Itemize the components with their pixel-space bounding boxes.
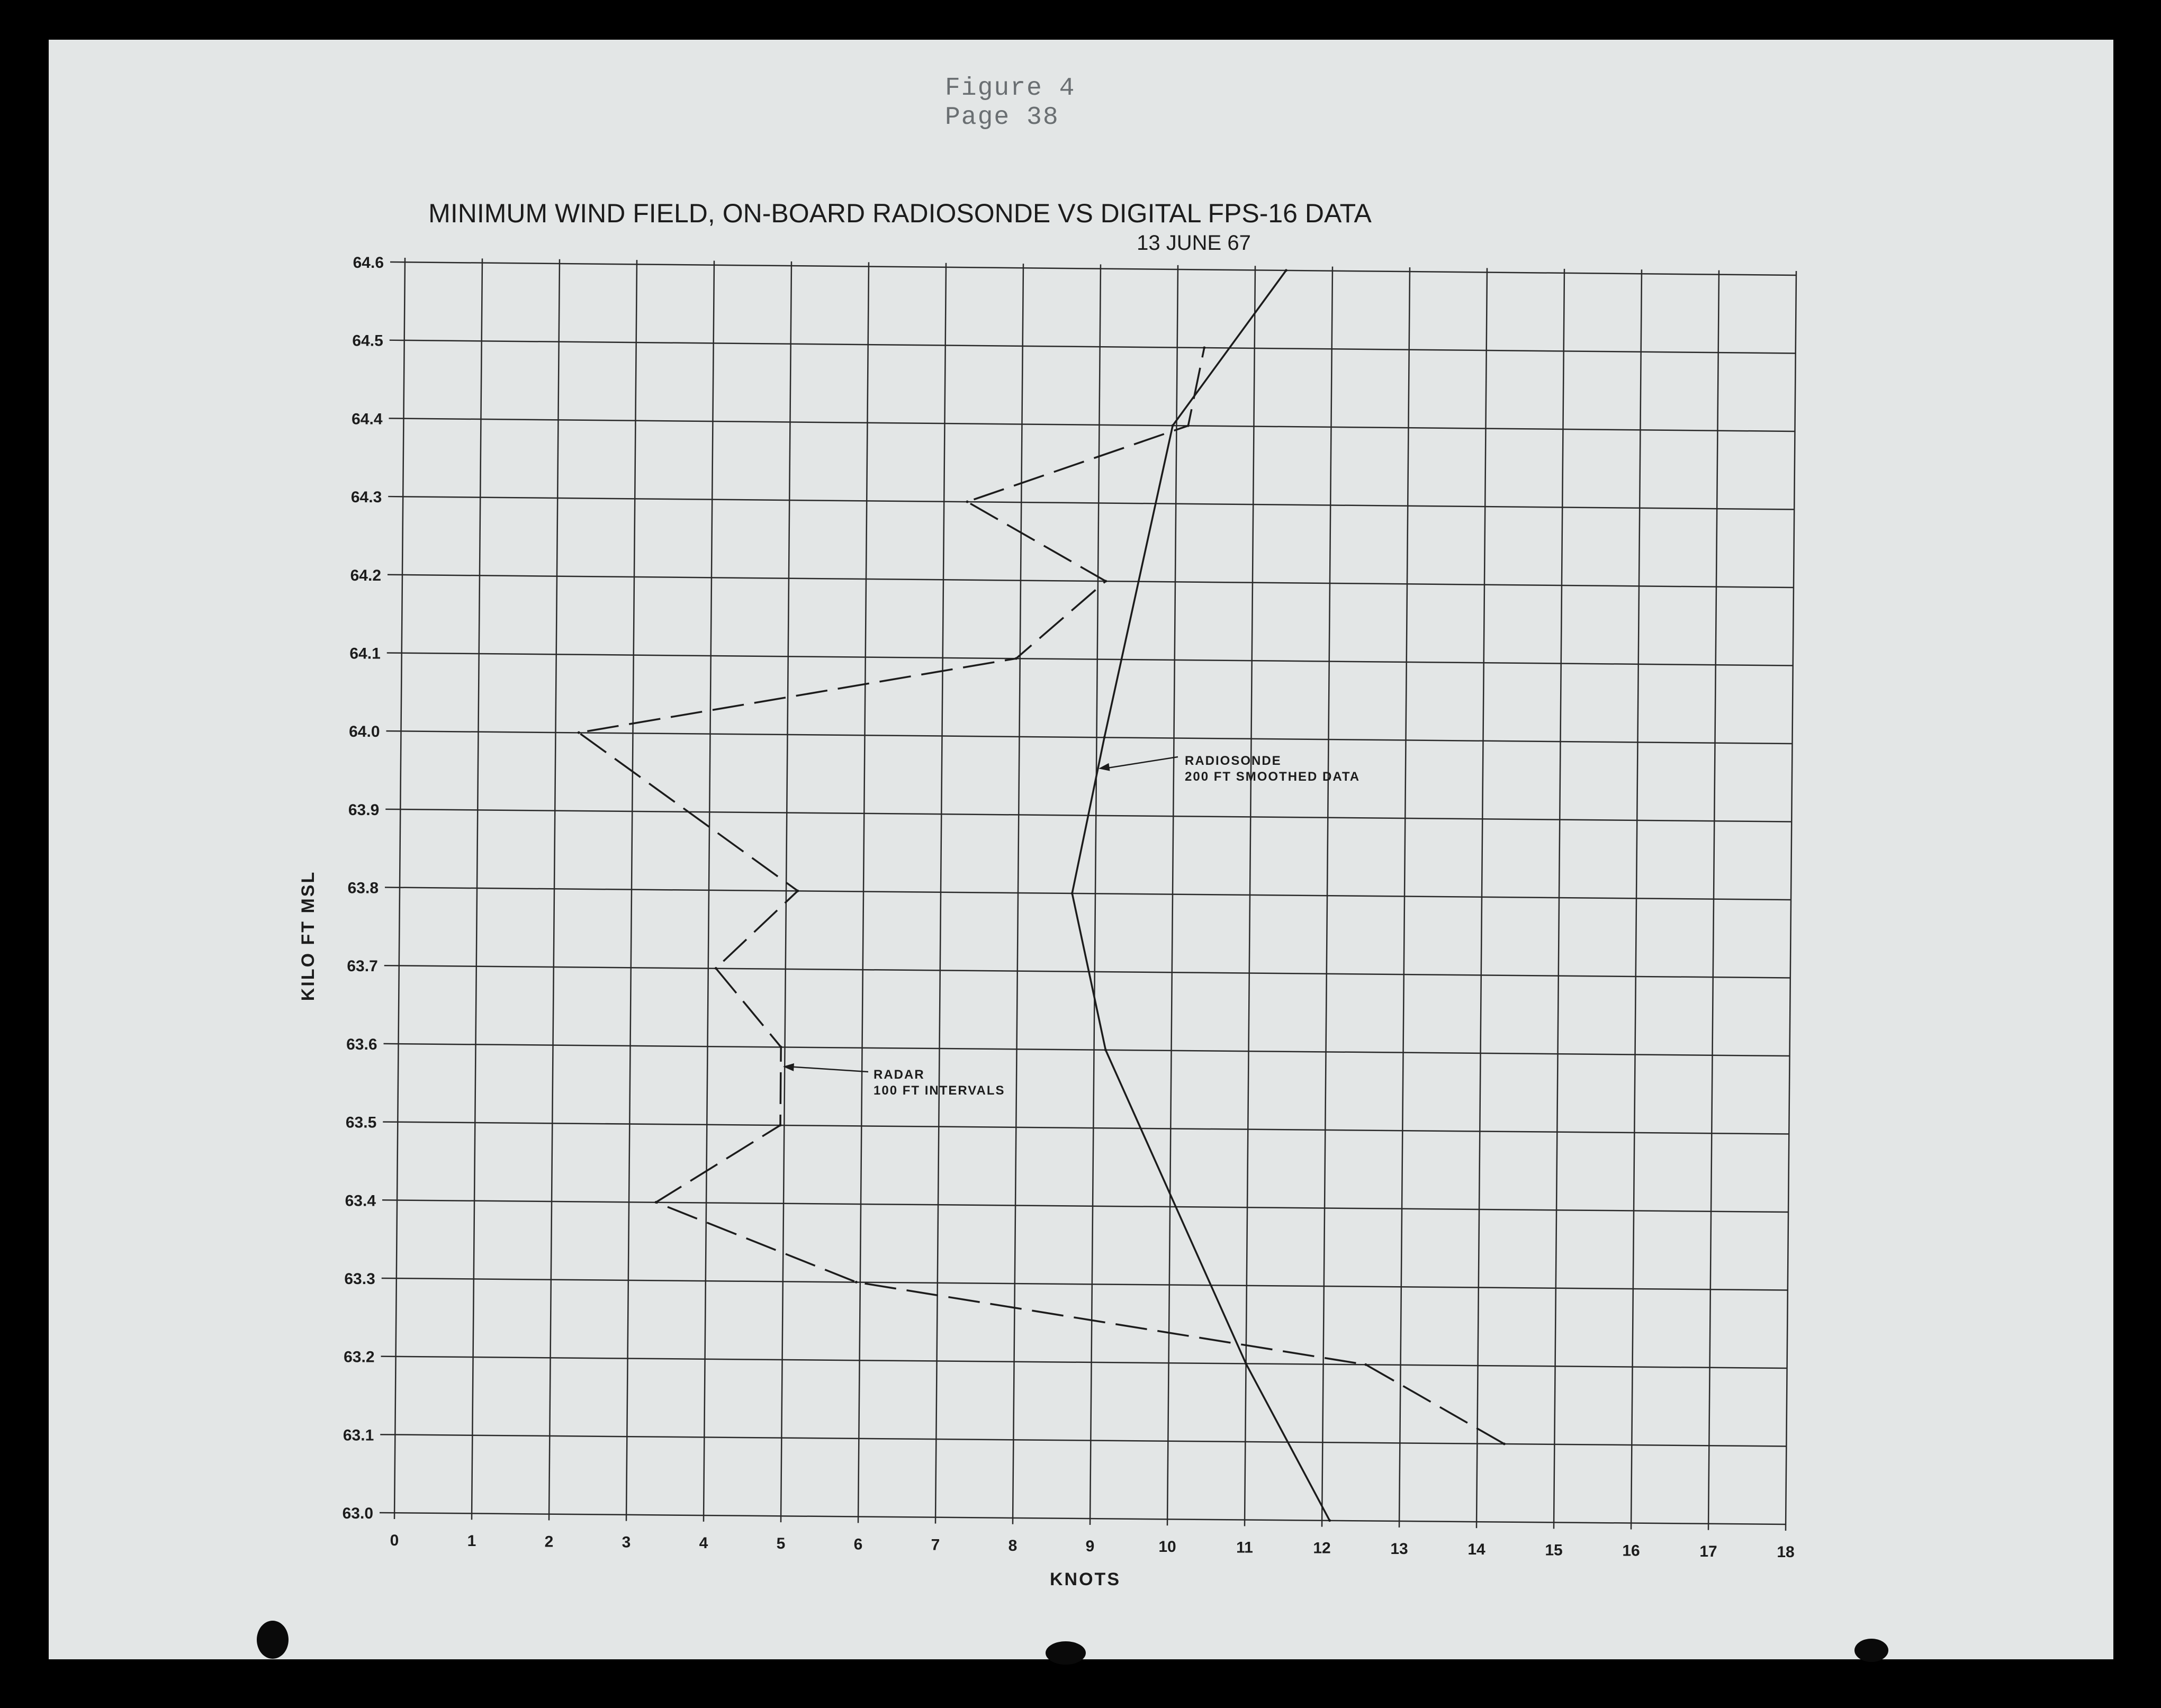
x-tick-label: 15 <box>1545 1541 1563 1559</box>
y-gridline <box>386 731 1793 744</box>
y-gridline <box>388 575 1794 588</box>
y-gridline <box>380 1434 1786 1446</box>
x-gridline <box>1631 269 1642 1529</box>
y-tick-label: 63.2 <box>344 1348 375 1366</box>
x-gridline <box>1786 271 1796 1531</box>
radiosonde-data-point <box>1071 892 1074 894</box>
radar-annotation-text: RADAR <box>874 1068 925 1082</box>
radiosonde-data-point <box>1104 1049 1107 1051</box>
y-tick-label: 63.3 <box>344 1270 375 1288</box>
x-tick-label: 5 <box>776 1535 786 1553</box>
radar-data-point <box>796 890 799 892</box>
y-tick-label: 63.1 <box>343 1426 374 1444</box>
binder-holes <box>257 1621 1888 1665</box>
annotations <box>783 754 1360 1098</box>
binder-hole-right <box>1854 1639 1888 1662</box>
y-tick-label: 64.3 <box>350 489 382 507</box>
radiosonde-arrowhead <box>1098 763 1110 771</box>
radar-annotation-text: 100 FT INTERVALS <box>874 1083 1005 1098</box>
y-tick-label: 64.1 <box>349 645 381 663</box>
x-tick-label: 0 <box>390 1532 399 1549</box>
chart-title: MINIMUM WIND FIELD, ON-BOARD RADIOSONDE VS DIGITAL FPS-16 DATA <box>428 198 1372 228</box>
radar-data-point <box>578 731 580 734</box>
x-gridline <box>935 263 946 1524</box>
y-tick-label: 63.4 <box>345 1192 376 1210</box>
radiosonde-annotation-text: 200 FT SMOOTHED DATA <box>1185 770 1361 784</box>
tick-labels <box>343 254 1795 1561</box>
y-tick-label: 64.4 <box>352 410 383 428</box>
y-tick-label: 64.6 <box>353 254 384 272</box>
radar-data-point <box>1187 424 1190 427</box>
y-gridline <box>390 262 1796 275</box>
y-tick-label: 63.5 <box>345 1114 377 1132</box>
y-gridline <box>388 496 1794 509</box>
y-gridline <box>384 1044 1790 1056</box>
x-tick-label: 17 <box>1699 1542 1717 1560</box>
radar-data-point <box>1015 657 1018 660</box>
y-tick-label: 64.5 <box>352 332 383 350</box>
radiosonde-data-point <box>1245 1362 1247 1365</box>
x-gridline <box>1708 270 1719 1530</box>
radar-data-point <box>655 1201 658 1204</box>
y-gridline <box>383 1122 1789 1134</box>
x-tick-label: 7 <box>931 1536 940 1554</box>
y-gridline <box>389 418 1795 431</box>
x-tick-label: 11 <box>1236 1539 1253 1557</box>
x-gridline <box>626 260 637 1521</box>
y-tick-label: 63.0 <box>342 1505 373 1522</box>
x-gridline <box>1013 264 1023 1524</box>
radar-data-point <box>1364 1363 1367 1366</box>
x-tick-label: 16 <box>1622 1542 1640 1560</box>
radar-data-point <box>779 1124 781 1126</box>
page-label: Page 38 <box>945 103 1059 132</box>
grid <box>380 258 1796 1531</box>
y-gridline <box>380 1513 1786 1524</box>
figure-label: Figure 4 <box>945 74 1076 103</box>
x-gridline <box>1245 266 1255 1526</box>
x-gridline <box>1167 265 1178 1525</box>
y-tick-label: 64.0 <box>349 723 380 741</box>
x-tick-label: 18 <box>1777 1543 1795 1561</box>
x-tick-label: 10 <box>1158 1538 1176 1556</box>
x-tick-label: 2 <box>544 1533 554 1551</box>
y-gridline <box>382 1278 1788 1290</box>
y-gridline <box>387 653 1793 665</box>
radiosonde-data-point <box>1328 1519 1331 1522</box>
x-gridline <box>858 262 869 1523</box>
y-gridline <box>381 1357 1787 1368</box>
x-gridline <box>1476 268 1487 1528</box>
radiosonde-leader-line <box>1104 757 1178 769</box>
y-gridline <box>390 340 1796 354</box>
radiosonde-annotation-text: RADIOSONDE <box>1185 754 1282 768</box>
radar-data-point <box>966 500 969 503</box>
x-gridline <box>1399 267 1410 1528</box>
radar-data-point <box>780 1046 782 1049</box>
radiosonde-data-point <box>1285 269 1287 272</box>
x-tick-label: 4 <box>699 1534 708 1552</box>
radar-data-point <box>715 967 717 970</box>
x-gridline <box>781 261 791 1522</box>
y-tick-label: 64.2 <box>350 566 381 584</box>
radiosonde-data-point <box>1103 736 1106 739</box>
radiosonde-data-point <box>1172 424 1174 427</box>
y-gridline <box>385 888 1791 900</box>
radar-data-point <box>1104 580 1107 583</box>
radar-data-point <box>1203 346 1205 349</box>
x-tick-label: 6 <box>853 1535 863 1553</box>
y-tick-label: 63.8 <box>347 879 379 897</box>
x-tick-label: 12 <box>1313 1539 1331 1557</box>
x-tick-label: 3 <box>622 1533 631 1551</box>
binder-hole-left <box>257 1621 289 1659</box>
radar-data-point <box>1503 1443 1506 1445</box>
x-tick-label: 9 <box>1085 1538 1095 1555</box>
x-tick-label: 8 <box>1008 1537 1018 1555</box>
y-tick-label: 63.6 <box>346 1035 377 1053</box>
y-tick-label: 63.9 <box>348 801 380 819</box>
x-gridline <box>704 261 714 1522</box>
y-gridline <box>382 1200 1788 1212</box>
radar-data-point <box>855 1281 858 1284</box>
radar-leader-line <box>788 1067 868 1072</box>
x-gridline <box>472 258 482 1520</box>
x-gridline <box>549 259 560 1521</box>
binder-hole-center <box>1046 1641 1086 1665</box>
x-tick-label: 13 <box>1390 1540 1408 1558</box>
x-gridline <box>1090 265 1101 1525</box>
x-gridline <box>394 258 405 1519</box>
x-axis-label: KNOTS <box>1050 1569 1121 1589</box>
chart-subtitle: 13 JUNE 67 <box>1137 231 1251 255</box>
x-tick-label: 1 <box>467 1532 476 1550</box>
y-tick-label: 63.7 <box>347 957 378 975</box>
x-tick-label: 14 <box>1467 1541 1485 1559</box>
y-axis-label: KILO FT MSL <box>298 870 318 1001</box>
x-gridline <box>1322 267 1332 1527</box>
x-gridline <box>1554 269 1564 1529</box>
